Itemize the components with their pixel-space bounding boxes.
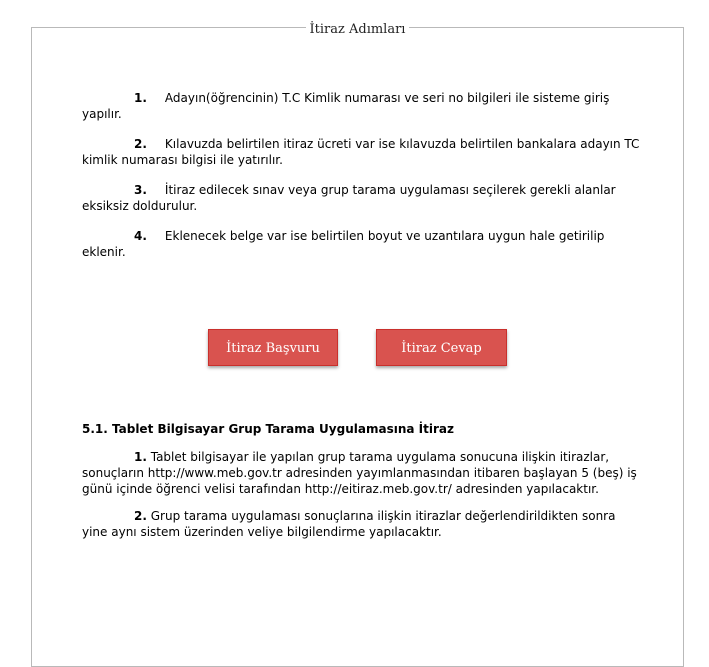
step-item-3 <box>82 182 642 214</box>
step-number: 3. <box>134 183 147 197</box>
paragraph-number: 1. <box>134 450 147 464</box>
step-text: Eklenecek belge var ise belirtilen boyut ve uzantılara uygun hale getirilip eklenir. <box>82 229 605 259</box>
action-buttons <box>0 329 709 367</box>
step-text: Kılavuzda belirtilen itiraz ücreti var ise kılavuzda belirtilen bankalara adayın TC kimlik numarası bilgisi ile yatırılır. <box>82 137 640 167</box>
paragraph-text: Tablet bilgisayar ile yapılan grup tarama uygulama sonucuna ilişkin itirazlar, sonuçların http://www.meb.gov.tr adresinden yayımlanmasından itibaren başlayan 5 (beş) iş günü içinde öğrenci velisi tarafından http://eitiraz.meb.gov.tr/ adresinden yapılacaktır. <box>82 450 637 496</box>
section-paragraph-1 <box>82 449 642 497</box>
tablet-itiraz-section <box>82 421 642 551</box>
step-number: 2. <box>134 137 147 151</box>
step-number: 1. <box>134 91 147 105</box>
step-item-4 <box>82 228 642 260</box>
step-text: Adayın(öğrencinin) T.C Kimlik numarası ve seri no bilgileri ile sisteme giriş yapılır. <box>82 91 610 121</box>
step-number: 4. <box>134 229 147 243</box>
step-item-2 <box>82 136 642 168</box>
paragraph-text: Grup tarama uygulaması sonuçlarına ilişkin itirazlar değerlendirildikten sonra yine aynı sistem üzerinden veliye bilgilendirme yapılacaktır. <box>82 509 616 539</box>
step-item-1 <box>82 90 642 122</box>
itiraz-basvuru-button[interactable]: İtiraz Başvuru <box>208 329 338 366</box>
panel-legend <box>32 18 683 38</box>
itiraz-cevap-button[interactable]: İtiraz Cevap <box>376 329 507 366</box>
step-text: İtiraz edilecek sınav veya grup tarama uygulaması seçilerek gerekli alanlar eksiksiz doldurulur. <box>82 183 616 213</box>
panel-legend-text: İtiraz Adımları <box>306 22 410 37</box>
section-title: 5.1. Tablet Bilgisayar Grup Tarama Uygulamasına İtiraz <box>82 422 454 436</box>
paragraph-number: 2. <box>134 509 147 523</box>
steps-list <box>82 90 642 274</box>
section-paragraph-2 <box>82 508 642 540</box>
